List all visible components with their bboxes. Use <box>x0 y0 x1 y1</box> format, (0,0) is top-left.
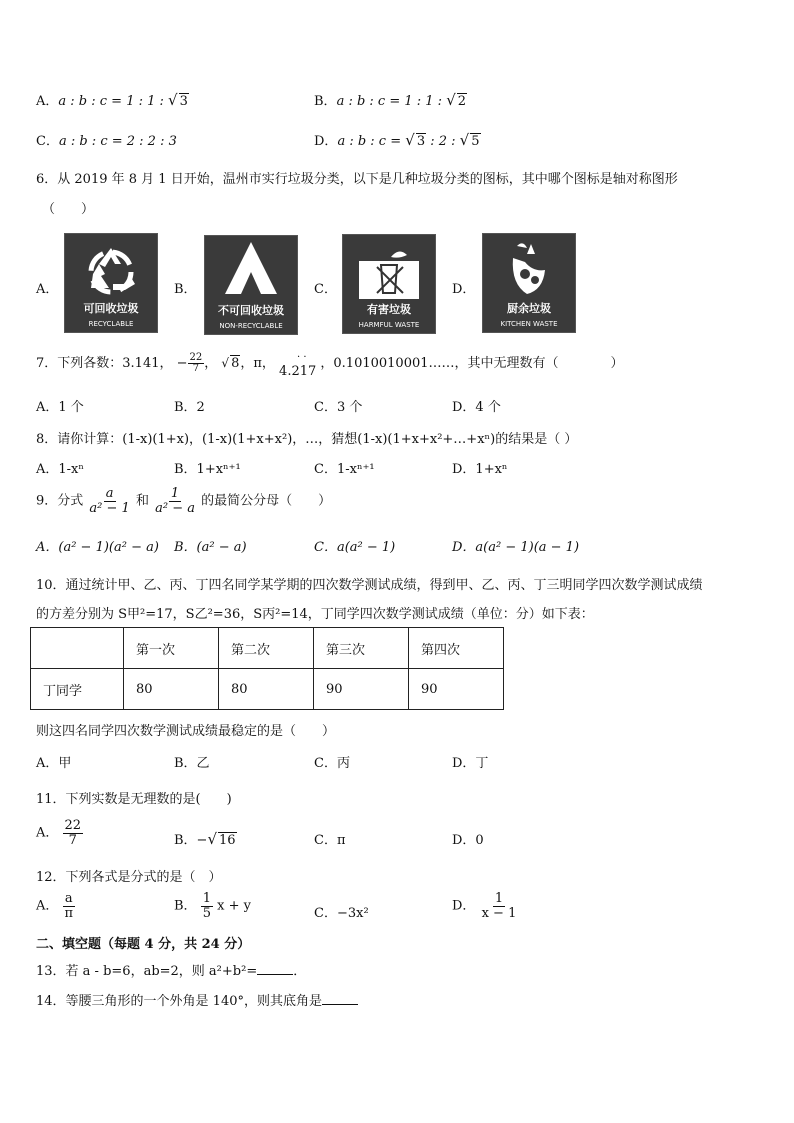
q8-option-c: C．1-xⁿ⁺¹ <box>314 462 375 477</box>
q11-text: 11．下列实数是无理数的是( ) <box>36 792 232 807</box>
q10-option-c: C．丙 <box>314 756 350 771</box>
q12-text: 12．下列各式是分式的是（ ） <box>36 870 222 885</box>
q6-label-b: B． <box>174 282 197 297</box>
q6-label-d: D． <box>452 282 476 297</box>
section-heading: 二、填空题（每题 4 分，共 24 分） <box>36 937 251 952</box>
q6-paren: （ ） <box>42 202 95 217</box>
q7-option-a: A．1 个 <box>36 400 84 415</box>
q8-option-a: A．1-xⁿ <box>36 462 85 477</box>
table-header-row <box>31 628 504 669</box>
table-cell: 丁同学 <box>31 669 124 710</box>
q10-option-b: B．乙 <box>174 756 210 771</box>
q5-option-b: B．a : b : c = 1 : 1 : √ 2 <box>314 91 467 109</box>
table-cell: 80 <box>219 669 314 710</box>
q10-question: 则这四名同学四次数学测试成绩最稳定的是（ ） <box>36 724 336 739</box>
kitchen-waste-icon: 厨余垃圾 KITCHEN WASTE <box>482 233 576 333</box>
q9-option-a: A．(a² − 1)(a² − a) <box>36 540 159 555</box>
table-header-cell: 第二次 <box>219 628 314 669</box>
q5-option-a: A．a : b : c = 1 : 1 : √ 3 <box>36 91 188 109</box>
q12-option-a: A． $\frac{a}{\pi}$ <box>36 891 74 921</box>
q10-option-a: A．甲 <box>36 756 72 771</box>
q8-option-d: D．1+xⁿ <box>452 462 508 477</box>
q12-option-c: C．−3x² <box>314 906 369 921</box>
table-cell: 90 <box>314 669 409 710</box>
q11-option-b: B．−√ 16 <box>174 830 236 848</box>
q13-text: 13．若 a - b=6，ab=2，则 a²+b²= ． <box>36 964 307 979</box>
q5-option-c: C．a : b : c = 2 : 2 : 3 <box>36 134 177 149</box>
q6-text: 6．从 2019 年 8 月 1 日开始，温州市实行垃圾分类，以下是几种垃圾分类的图标，其中哪个图标是轴对称图形 <box>36 172 678 187</box>
table-cell: 80 <box>124 669 219 710</box>
q8-option-b: B．1+xⁿ⁺¹ <box>174 462 241 477</box>
q8-text: 8．请你计算：(1-x)(1+x)，(1-x)(1+x+x²)，…，猜想(1-x)(1+x+x²+…+xⁿ)的结果是（ ） <box>36 432 578 447</box>
q9-option-c: C．a(a² − 1) <box>314 540 396 555</box>
recycle-icon: 可回收垃圾 RECYCLABLE <box>64 233 158 333</box>
q11-option-c: C．π <box>314 833 346 848</box>
q10-line2: 的方差分别为 S甲²=17，S乙²=36，S丙²=14，丁同学四次数学测试成绩（单位：分）如下表： <box>36 607 594 622</box>
q12-option-b: B． $\frac{1}{5}$ x + y <box>174 891 251 921</box>
table-header-cell: 第四次 <box>409 628 504 669</box>
table-header-cell: 第一次 <box>124 628 219 669</box>
q9-text: 9．分式 $\frac{a}{\text{a² − 1}}$ 和 $\frac{1}{\text{a² − a}}$ 的最简公分母（ ） <box>36 486 332 516</box>
q7-option-b: B．2 <box>174 400 205 415</box>
q6-label-c: C． <box>314 282 337 297</box>
answer-blank <box>322 1004 358 1005</box>
table-header-cell <box>31 628 124 669</box>
q11-option-d: D．0 <box>452 833 484 848</box>
score-table <box>30 627 504 710</box>
q12-option-d: D． $\frac{1}{x - 1}$ <box>452 891 517 921</box>
harmful-waste-icon: 有害垃圾 HARMFUL WASTE <box>342 234 436 334</box>
q14-text: 14．等腰三角形的一个外角是 140°，则其底角是 <box>36 990 358 1009</box>
q11-option-a: A． $\frac{22}{7}$ <box>36 818 82 848</box>
table-cell: 90 <box>409 669 504 710</box>
q9-option-b: B．(a² − a) <box>174 540 247 555</box>
q7-text: 7．下列各数：3.141， − $\frac{22}{7}$ ， √ 8，π， · · 4.217 ，0.1010010001……，其中无理数有（ ） <box>36 351 624 379</box>
q5-option-d: D．a : b : c = √ 3 : 2 : √ 5 <box>314 131 480 149</box>
table-header-cell: 第三次 <box>314 628 409 669</box>
non-recyclable-icon: 不可回收垃圾 NON-RECYCLABLE <box>204 235 298 335</box>
q10-option-d: D．丁 <box>452 756 489 771</box>
answer-blank <box>257 974 293 975</box>
q10-line1: 10．通过统计甲、乙、丙、丁四名同学某学期的四次数学测试成绩，得到甲、乙、丙、丁三明同学四次数学测试成绩 <box>36 578 703 593</box>
q7-option-c: C．3 个 <box>314 400 363 415</box>
q7-option-d: D．4 个 <box>452 400 501 415</box>
q6-label-a: A． <box>36 282 59 297</box>
table-row <box>31 669 504 710</box>
q9-option-d: D．a(a² − 1)(a − 1) <box>452 540 580 555</box>
